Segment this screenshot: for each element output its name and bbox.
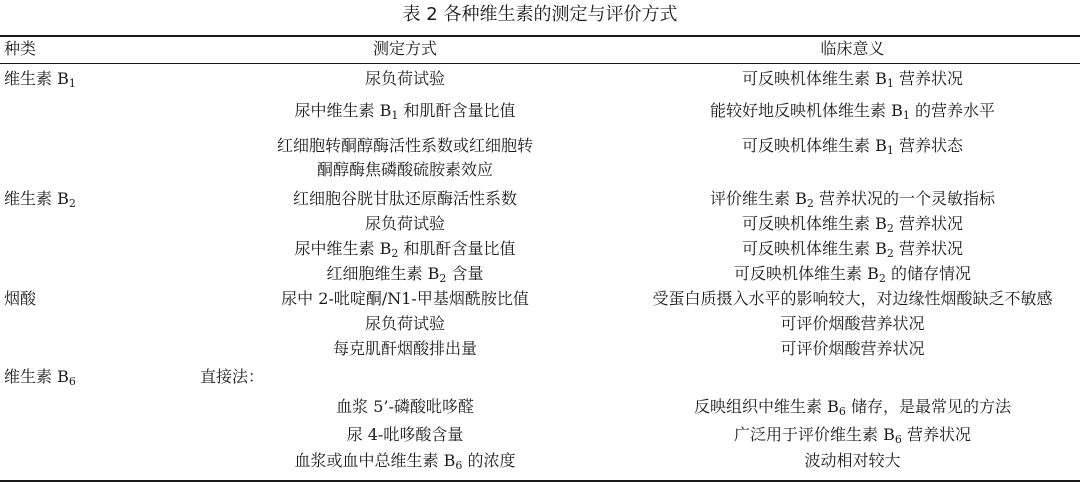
method-line: 尿 4-吡哆酸含量: [346, 425, 464, 444]
row-method: [200, 395, 610, 419]
row-method: [200, 262, 610, 286]
header-category: 种类: [4, 39, 37, 58]
table-row: [0, 236, 1080, 261]
header-method: 测定方式: [372, 39, 437, 58]
row-method: [200, 212, 610, 236]
method-line: 尿负荷试验: [364, 214, 445, 233]
significance-line: 能较好地反映机体维生素 $B_1$ 的营养水平: [710, 101, 995, 122]
row-category: 维生素 $B_2$: [4, 189, 76, 210]
table-row: [0, 311, 1080, 336]
row-significance: [630, 134, 1075, 158]
table-header: [0, 36, 1080, 62]
row-method: [200, 337, 610, 361]
row-significance: [630, 67, 1075, 91]
significance-line: 可评价烟酸营养状况: [780, 314, 925, 333]
row-method: [200, 187, 610, 211]
method-line: 血浆 5’-磷酸吡哆醛: [336, 397, 474, 416]
table-row: [0, 286, 1080, 311]
method-line: 直接法：: [200, 367, 265, 386]
row-method: [200, 237, 610, 261]
row-method: [200, 365, 610, 389]
row-method: [200, 134, 610, 182]
significance-line: 可反映机体维生素 $B_2$ 营养状况: [742, 214, 963, 235]
method-line: 酮醇酶焦磷酸硫胺素效应: [316, 160, 493, 179]
row-significance: [630, 423, 1075, 447]
row-significance: [630, 312, 1075, 336]
method-line: 红细胞维生素 $B_2$ 含量: [326, 264, 484, 285]
significance-line: 可反映机体维生素 $B_2$ 的储存情况: [734, 264, 971, 285]
table-row: [0, 186, 1080, 211]
significance-line: 可评价烟酸营养状况: [780, 339, 925, 358]
table-body: [0, 66, 1080, 474]
significance-line: 评价维生素 $B_2$ 营养状况的一个灵敏指标: [710, 189, 995, 210]
row-significance: [630, 99, 1075, 123]
significance-line: 反映组织中维生素 $B_6$ 储存，是最常见的方法: [694, 397, 1011, 418]
significance-line: 受蛋白质摄入水平的影响较大，对边缘性烟酸缺乏不敏感: [652, 289, 1053, 308]
table-row: [0, 98, 1080, 133]
significance-line: 可反映机体维生素 $B_2$ 营养状况: [742, 239, 963, 260]
row-significance: [630, 287, 1075, 311]
table-row: [0, 422, 1080, 448]
header-rule: [0, 63, 1080, 64]
method-line: 尿负荷试验: [364, 69, 445, 88]
table-row: [0, 261, 1080, 286]
row-significance: [630, 187, 1075, 211]
row-category: 维生素 $B_6$: [4, 367, 76, 388]
row-significance: [630, 337, 1075, 361]
row-significance: [630, 262, 1075, 286]
table-row: [0, 211, 1080, 236]
method-line: 尿负荷试验: [364, 314, 445, 333]
method-line: 每克肌酐烟酸排出量: [332, 339, 477, 358]
table-row: [0, 448, 1080, 474]
row-category: 维生素 $B_1$: [4, 69, 76, 90]
header-significance: 临床意义: [820, 39, 885, 58]
significance-line: 波动相对较大: [804, 451, 901, 470]
method-line: 尿中维生素 $B_2$ 和肌酐含量比值: [294, 239, 516, 260]
method-line: 血浆或血中总维生素 $B_6$ 的浓度: [294, 451, 516, 472]
method-line: 红细胞转酮醇酶活性系数或红细胞转: [276, 136, 533, 155]
significance-line: 可反映机体维生素 $B_1$ 营养状态: [742, 136, 963, 157]
row-significance: [630, 395, 1075, 419]
row-method: [200, 449, 610, 473]
table-caption: 表 2 各种维生素的测定与评价方式: [402, 4, 678, 25]
method-line: 尿中 2-吡啶酮/N1-甲基烟酰胺比值: [281, 289, 529, 308]
table-row: [0, 364, 1080, 394]
method-line: 红细胞谷胱甘肽还原酶活性系数: [292, 189, 517, 208]
table-row: [0, 66, 1080, 98]
row-method: [200, 67, 610, 91]
row-significance: [630, 237, 1075, 261]
table-row: [0, 394, 1080, 422]
row-method: [200, 423, 610, 447]
row-significance: [630, 449, 1075, 473]
significance-line: 可反映机体维生素 $B_1$ 营养状况: [742, 69, 963, 90]
row-method: [200, 312, 610, 336]
row-category: 烟酸: [4, 289, 37, 308]
row-method: [200, 287, 610, 311]
row-significance: [630, 212, 1075, 236]
row-method: [200, 99, 610, 123]
table-row: [0, 336, 1080, 364]
significance-line: 广泛用于评价维生素 $B_6$ 营养状况: [734, 425, 971, 446]
table-row: [0, 133, 1080, 186]
method-line: 尿中维生素 $B_1$ 和肌酐含量比值: [294, 101, 516, 122]
